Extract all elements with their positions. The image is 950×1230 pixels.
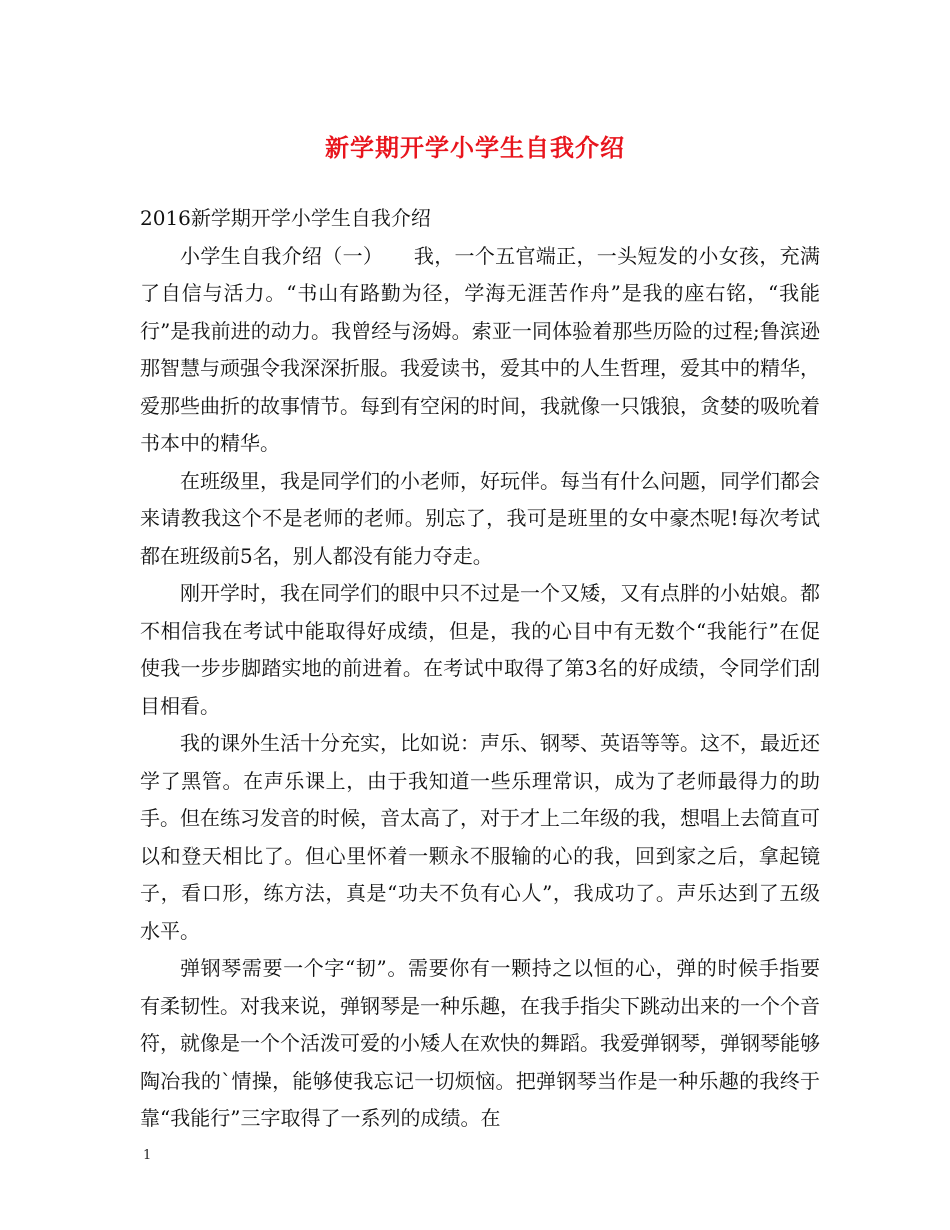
paragraph-1: 小学生自我介绍（一） 我，一个五官端正，一头短发的小女孩，充满了自信与活力。“书山有路勤为径，学海无涯苦作舟”是我的座右铭，“我能行”是我前进的动力。我曾经与汤姆。索亚一同体验着那些历险的过程;鲁滨逊那智慧与顽强令我深深折服。我爱读书，爱其中的人生哲理，爱其中的精华，爱那些曲折的故事情节。每到有空闲的时间，我就像一只饿狼，贪婪的吸吮着书本中的精华。 (140, 243, 820, 455)
document-subtitle: 2016新学期开学小学生自我介绍 (140, 206, 431, 230)
document-body (140, 200, 820, 1138)
document-title: 新学期开学小学生自我介绍 (325, 133, 625, 162)
paragraph-4: 我的课外生活十分充实，比如说：声乐、钢琴、英语等等。这不，最近还学了黑管。在声乐课上，由于我知道一些乐理常识，成为了老师最得力的助手。但在练习发音的时候，音太高了，对于才上二年级的我，想唱上去简直可以和登天相比了。但心里怀着一颗永不服输的心的我，回到家之后，拿起镜子，看口形，练方法，真是“功夫不负有心人”，我成功了。声乐达到了五级水平。 (140, 731, 820, 943)
paragraph-2: 在班级里，我是同学们的小老师，好玩伴。每当有什么问题，同学们都会来请教我这个不是老师的老师。别忘了，我可是班里的女中豪杰呢!每次考试都在班级前5名，别人都没有能力夺走。 (140, 468, 820, 568)
paragraph-5: 弹钢琴需要一个字“韧”。需要你有一颗持之以恒的心，弹的时候手指要有柔韧性。对我来说，弹钢琴是一种乐趣，在我手指尖下跳动出来的一个个音符，就像是一个个活泼可爱的小矮人在欢快的舞蹈。我爱弹钢琴，弹钢琴能够陶冶我的`情操，能够使我忘记一切烦恼。把弹钢琴当作是一种乐趣的我终于靠“我能行”三字取得了一系列的成绩。在 (140, 956, 820, 1130)
page-number: 1 (143, 1148, 152, 1163)
paragraph-3: 刚开学时，我在同学们的眼中只不过是一个又矮，又有点胖的小姑娘。都不相信我在考试中能取得好成绩，但是，我的心目中有无数个“我能行”在促使我一步步脚踏实地的前进着。在考试中取得了第3名的好成绩，令同学们刮目相看。 (140, 581, 820, 718)
